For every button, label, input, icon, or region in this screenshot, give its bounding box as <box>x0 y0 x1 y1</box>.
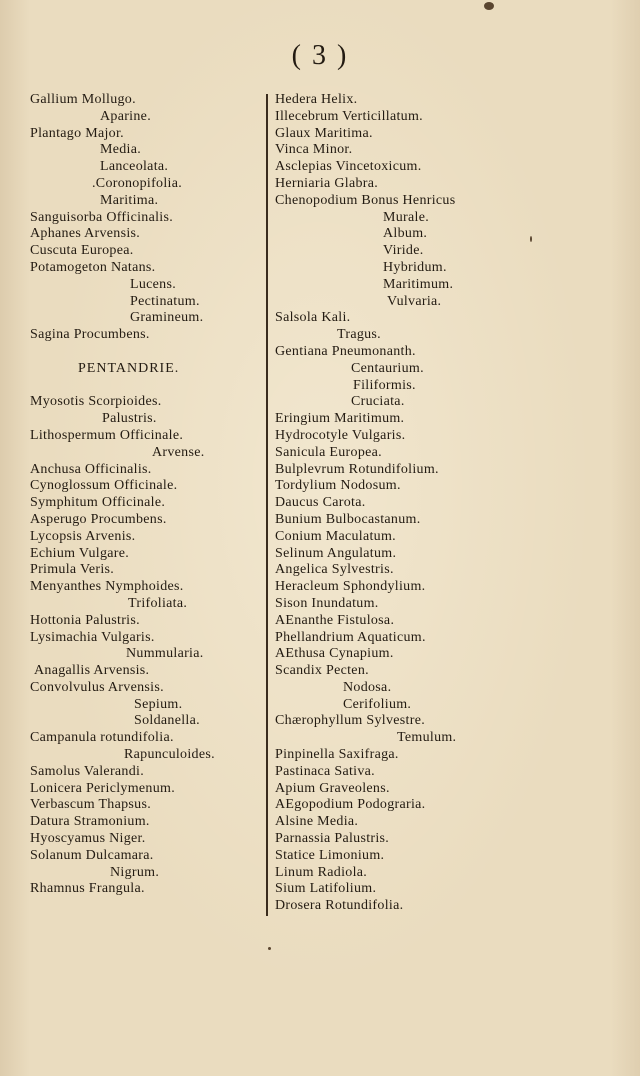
left-column-entry: Symphitum Officinale. <box>30 495 166 511</box>
left-column-entry: Cuscuta Europea. <box>30 243 134 259</box>
left-column-entry: Anchusa Officinalis. <box>30 461 152 477</box>
left-column-entry: Sanguisorba Officinalis. <box>30 209 174 225</box>
right-column-entry: Tragus. <box>337 327 381 343</box>
right-column-entry: Centaurium. <box>351 360 424 376</box>
right-column-entry: Drosera Rotundifolia. <box>275 898 404 914</box>
left-column-entry: Gallium Mollugo. <box>30 92 136 107</box>
right-column-entry: AEnanthe Fistulosa. <box>275 612 395 628</box>
left-column-entry: Datura Stramonium. <box>30 814 150 830</box>
right-column-entry: Scandix Pecten. <box>275 663 369 679</box>
right-column-entry: Vinca Minor. <box>275 142 353 158</box>
left-column-entry: Menyanthes Nymphoides. <box>30 579 184 595</box>
column-divider <box>266 94 268 916</box>
left-column-entry: Lucens. <box>130 276 177 292</box>
left-column-entry: Sagina Procumbens. <box>30 327 150 343</box>
right-column-entry: Temulum. <box>397 730 457 746</box>
left-column-entry: Aparine. <box>100 108 151 124</box>
right-column-entry: Pastinaca Sativa. <box>275 763 375 779</box>
left-column-entry: Campanula rotundifolia. <box>30 730 174 746</box>
right-column-entry: Illecebrum Verticillatum. <box>275 108 423 124</box>
ink-speck <box>530 236 532 242</box>
left-column-entry: Myosotis Scorpioides. <box>30 394 162 410</box>
left-column-entry: Convolvulus Arvensis. <box>30 679 164 695</box>
left-column-entry: Anagallis Arvensis. <box>34 663 150 679</box>
left-column-entry: Maritima. <box>100 192 159 208</box>
right-column-entry: Cerifolium. <box>343 696 412 712</box>
right-column-entry: Salsola Kali. <box>275 310 351 326</box>
left-column-entry: Soldanella. <box>134 713 200 729</box>
right-column-entry: Selinum Angulatum. <box>275 545 397 561</box>
left-column <box>30 92 260 898</box>
left-column-entry: Nummularia. <box>126 646 204 662</box>
right-column-entry: Eringium Maritimum. <box>275 411 405 427</box>
left-column-entry: Gramineum. <box>130 310 204 326</box>
left-column-entry: Lycopsis Arvenis. <box>30 528 136 544</box>
left-column-entry: Lonicera Periclymenum. <box>30 780 175 796</box>
right-column-entry: Pinpinella Saxifraga. <box>275 747 399 763</box>
right-column-entry: Bulplevrum Rotundifolium. <box>275 461 439 477</box>
left-column-entry: Hottonia Palustris. <box>30 612 140 628</box>
right-column-entry: Murale. <box>383 209 430 225</box>
left-column-entry: Potamogeton Natans. <box>30 259 156 275</box>
left-column-entry: Lanceolata. <box>100 159 169 175</box>
left-column-entry: Plantago Major. <box>30 125 124 141</box>
left-column-entry: Pectinatum. <box>130 293 200 309</box>
right-column-entry: Album. <box>383 226 428 242</box>
right-column-entry: Viride. <box>383 243 424 259</box>
left-column-entry: Media. <box>100 142 142 158</box>
right-column-entry: Cruciata. <box>351 394 405 410</box>
right-column-entry: Chenopodium Bonus Henricus <box>275 192 456 208</box>
left-column-entry: Sepium. <box>134 696 183 712</box>
left-column-entry: Lithospermum Officinale. <box>30 427 184 443</box>
right-column-entry: Heracleum Sphondylium. <box>275 579 426 595</box>
right-column-entry: Apium Graveolens. <box>275 780 390 796</box>
right-column-entry: Parnassia Palustris. <box>275 831 390 847</box>
right-column-entry: Asclepias Vincetoxicum. <box>275 159 422 175</box>
left-column-entry: .Coronopifolia. <box>92 175 183 191</box>
ink-speck <box>484 2 494 10</box>
left-column-entry: Cynoglossum Officinale. <box>30 478 178 494</box>
right-column-entry: Sanicula Europea. <box>275 444 382 460</box>
left-column-entry: Aphanes Arvensis. <box>30 226 141 242</box>
right-column-entry: Linum Radiola. <box>275 864 368 880</box>
left-column-entry: Nigrum. <box>110 864 160 880</box>
page-number: ( 3 ) <box>291 40 349 71</box>
left-column-entry: Asperugo Procumbens. <box>30 511 167 527</box>
left-column-entry: Rhamnus Frangula. <box>30 881 145 897</box>
left-column-entry: Verbascum Thapsus. <box>30 797 152 813</box>
right-column-entry: Hydrocotyle Vulgaris. <box>275 427 406 443</box>
right-column-entry: Hedera Helix. <box>275 92 358 107</box>
left-column-entry: Echium Vulgare. <box>30 545 130 561</box>
section-heading: PENTANDRIE. <box>78 360 180 376</box>
right-column-entry: Tordylium Nodosum. <box>275 478 401 494</box>
right-column-entry: Statice Limonium. <box>275 847 385 863</box>
left-column-entry: Trifoliata. <box>128 595 188 611</box>
right-column-entry: Bunium Bulbocastanum. <box>275 511 421 527</box>
right-column-entry: Daucus Carota. <box>275 495 366 511</box>
right-column-entry: Vulvaria. <box>387 293 442 309</box>
left-column-entry: Lysimachia Vulgaris. <box>30 629 155 645</box>
right-column-entry: Chærophyllum Sylvestre. <box>275 713 426 729</box>
left-column-entry: Primula Veris. <box>30 562 115 578</box>
left-column-entry: Palustris. <box>102 411 157 427</box>
right-column-entry: Sium Latifolium. <box>275 881 377 897</box>
right-column-entry: Hybridum. <box>383 259 447 275</box>
right-column-entry: Nodosa. <box>343 679 392 695</box>
right-column-entry: Sison Inundatum. <box>275 595 379 611</box>
right-column-entry: Filiformis. <box>353 377 416 393</box>
right-column-entry: Glaux Maritima. <box>275 125 373 141</box>
blank-line <box>30 344 260 361</box>
left-column-entry: Hyoscyamus Niger. <box>30 831 146 847</box>
ink-speck <box>268 947 271 950</box>
right-column-entry: Conium Maculatum. <box>275 528 396 544</box>
right-column-entry: AEthusa Cynapium. <box>275 646 394 662</box>
left-column-entry: Samolus Valerandi. <box>30 763 145 779</box>
right-column-entry: Gentiana Pneumonanth. <box>275 343 416 359</box>
right-column-entry: Angelica Sylvestris. <box>275 562 394 578</box>
right-column-entry: Alsine Media. <box>275 814 359 830</box>
blank-line <box>30 378 260 395</box>
right-column-entry: Maritimum. <box>383 276 454 292</box>
right-column-entry: AEgopodium Podograria. <box>275 797 426 813</box>
right-column-entry: Herniaria Glabra. <box>275 175 379 191</box>
left-column-entry: Rapunculoides. <box>124 747 215 763</box>
left-column-entry: Arvense. <box>152 444 205 460</box>
right-column <box>275 92 605 915</box>
right-column-entry: Phellandrium Aquaticum. <box>275 629 426 645</box>
left-column-entry: Solanum Dulcamara. <box>30 847 154 863</box>
